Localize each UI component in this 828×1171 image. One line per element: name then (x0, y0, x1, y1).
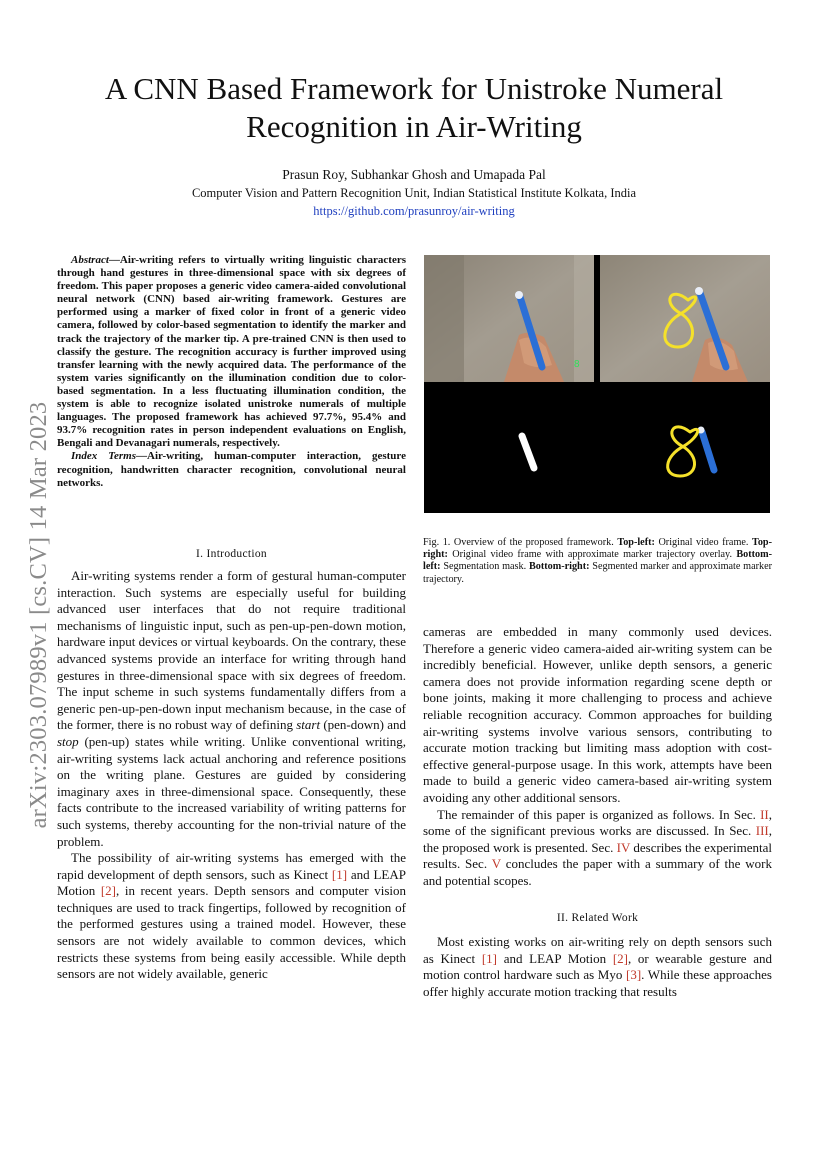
related-work-body (423, 934, 772, 1000)
citation-link[interactable]: [2] (100, 883, 117, 899)
trajectory-overlay-image (600, 255, 770, 382)
intro-p2-text-c: , in recent years. Depth sensors and computer vision techniques are used to track fingertips, followed by recognition of the performed gestures using a trained model. However, these sensors are not widely available to common devices, which restricts these systems from being easily accessible. While depth sensors are not widely available, generic (57, 883, 406, 982)
intro-p4-text-e: concludes the paper with a summary of the work and potential scopes. (423, 856, 772, 888)
caption-bottom-left-label: Bottom-left: (423, 549, 772, 573)
intro-paragraph-1 (57, 568, 406, 850)
citation-link[interactable]: [1] (481, 950, 498, 966)
figure-panel-segmented-trajectory (600, 386, 770, 513)
term-stop: stop (57, 733, 79, 749)
citation-link[interactable]: [1] (331, 866, 348, 882)
index-terms-label: Index Terms (71, 450, 137, 463)
introduction-right-column (423, 624, 772, 890)
intro-p2-text-b: and LEAP Motion (57, 866, 406, 899)
figure-1 (424, 255, 770, 513)
figure-caption (423, 537, 772, 586)
abstract-text: —Air-writing refers to virtually writing linguistic characters through hand gestures in three-dimensional space with six degrees of freedom. This paper proposes a generic video camera-aided convolutional neural network (CNN) based air-writing framework. Gestures are performed using a marker of fixed color in front of a generic video camera, followed by color-based segmentation to identify the marker and track the trajectory of the marker tip. A pre-trained CNN is then used to classify the gesture. The recognition accuracy is further improved using transfer learning with the newly acquired data. The performance of the system varies significantly on the illumination condition due to color-based segmentation. In a less fluctuating illumination condition, the system is able to recognize isolated unistroke numerals of multiple languages. The proposed framework has achieved 97.7%, 95.4% and 93.7% recognition rates in person independent evaluations on English, Bengali and Devanagari numerals, respectively. (57, 254, 406, 450)
arxiv-identifier: arXiv:2303.07989v1 [cs.CV] 14 Mar 2023 (25, 401, 52, 829)
section-link[interactable]: II (760, 806, 769, 822)
arxiv-sidebar (24, 360, 54, 870)
section-heading-related-work: II. Related Work (556, 912, 639, 924)
intro-p2-text-a: The possibility of air-writing systems has emerged with the rapid development of depth sensors, such as Kinect (57, 850, 406, 882)
related-p1-text-c: , or wearable gesture and motion control hardware such as Myo (423, 950, 772, 983)
citation-link[interactable]: [3] (625, 967, 642, 983)
figure-panel-segmentation-mask (424, 386, 594, 513)
caption-top-right-text: Original video frame with approximate marker trajectory overlay. (447, 549, 737, 561)
intro-p1-text-c: (pen-up) states while writing. Unlike conventional writing, air-writing systems lack actual anchoring and reference positions on the writing plane. Gestures are guided by considering imaginary axes in three-dimensional space. Consequently, these facts contribute to the increased variability of writing patterns for such systems, thereby accounting for the non-trivial nature of the problem. (57, 733, 406, 849)
section-heading-introduction: I. Introduction (196, 548, 267, 560)
related-p1-text-d: . While these approaches offer highly accurate motion tracking that results (423, 967, 772, 999)
caption-top-left-text: Original video frame. (654, 537, 752, 548)
figure-panel-trajectory-overlay (600, 255, 770, 382)
segmented-trajectory-image (600, 386, 770, 513)
original-frame-image (424, 255, 594, 382)
section-link[interactable]: V (491, 856, 501, 872)
intro-p1-text-b: (pen-down) and (320, 717, 406, 733)
author-list: Prasun Roy, Subhankar Ghosh and Umapada Pal (282, 167, 546, 182)
caption-top-right-label: Top-right: (423, 537, 772, 561)
section-link[interactable]: III (755, 823, 769, 839)
intro-p1-text-a: Air-writing systems render a form of gestural human-computer interaction. Such systems are especially useful for building advanced user interfaces that do not require traditional mechanisms of linguistic input, such as pen-up-pen-down motion, hardware input devices or virtual keyboards. On the contrary, these advanced systems provide an interface for writing through hand gestures in three-dimensional space with six degrees of freedom. The input scheme in such systems fundamentally differs from a generic pen-up-pen-down input mechanism because, in the case of the former, there is no robust way of defining (57, 568, 406, 733)
paper-title (40, 70, 788, 146)
related-paragraph-1 (423, 934, 772, 1000)
intro-paragraph-2 (57, 850, 406, 983)
caption-lead: Fig. 1. Overview of the proposed framework. (423, 537, 618, 548)
title-line-1: A CNN Based Framework for Unistroke Numeral (104, 71, 724, 106)
affiliation: Computer Vision and Pattern Recognition Unit, Indian Statistical Institute Kolkata, India (191, 186, 637, 200)
caption-bottom-right-text: Segmented marker and approximate marker trajectory. (423, 561, 772, 585)
citation-link[interactable]: [2] (612, 950, 628, 966)
frame-overlay-digit: 8 (574, 359, 580, 370)
figure-panel-original-frame (424, 255, 594, 382)
intro-paragraph-3: cameras are embedded in many commonly used devices. Therefore a generic video camera-aided air-writing system can be incredibly beneficial. However, unlike depth sensors, a generic camera does not provide information regarding scene depth or bone joints, making it more challenging to process and achieve reliable recognition accuracy. Common approaches for building air-writing systems involve various sensors, contributing to accurate motion tracking but limiting mass adoption with cost-effective general-purpose usage. In this work, attempts have been made to build a generic video camera-based air-writing system avoiding any other additional sensors. (423, 624, 772, 805)
caption-bottom-left-text: Segmentation mask. (440, 561, 529, 573)
repository-link[interactable]: https://github.com/prasunroy/air-writing (313, 204, 515, 218)
index-terms-text: —Air-writing, human-computer interaction, gesture recognition, handwritten character recognition, convolutional neural networks. (57, 450, 406, 489)
related-p1-text-a: Most existing works on air-writing rely on depth sensors such as Kinect (423, 934, 772, 966)
section-link[interactable]: IV (616, 839, 631, 855)
title-line-2: Recognition in Air-Writing (246, 109, 582, 144)
intro-p4-text-b: , some of the significant previous works are discussed. In Sec. (423, 806, 772, 839)
segmentation-mask-image (424, 386, 594, 513)
intro-p4-text-c: , the proposed work is presented. Sec. (423, 823, 772, 855)
related-p1-text-b: and LEAP Motion (497, 950, 613, 966)
intro-paragraph-4 (423, 807, 772, 890)
caption-bottom-right-label: Bottom-right: (528, 561, 590, 573)
abstract (57, 254, 406, 490)
term-start: start (296, 717, 321, 733)
intro-p4-text-a: The remainder of this paper is organized as follows. In Sec. (437, 806, 761, 822)
caption-top-left-label: Top-left: (617, 537, 655, 548)
abstract-label: Abstract (71, 254, 109, 266)
intro-p4-text-d: describes the experimental results. Sec. (423, 839, 772, 872)
introduction-left-column (57, 568, 406, 983)
